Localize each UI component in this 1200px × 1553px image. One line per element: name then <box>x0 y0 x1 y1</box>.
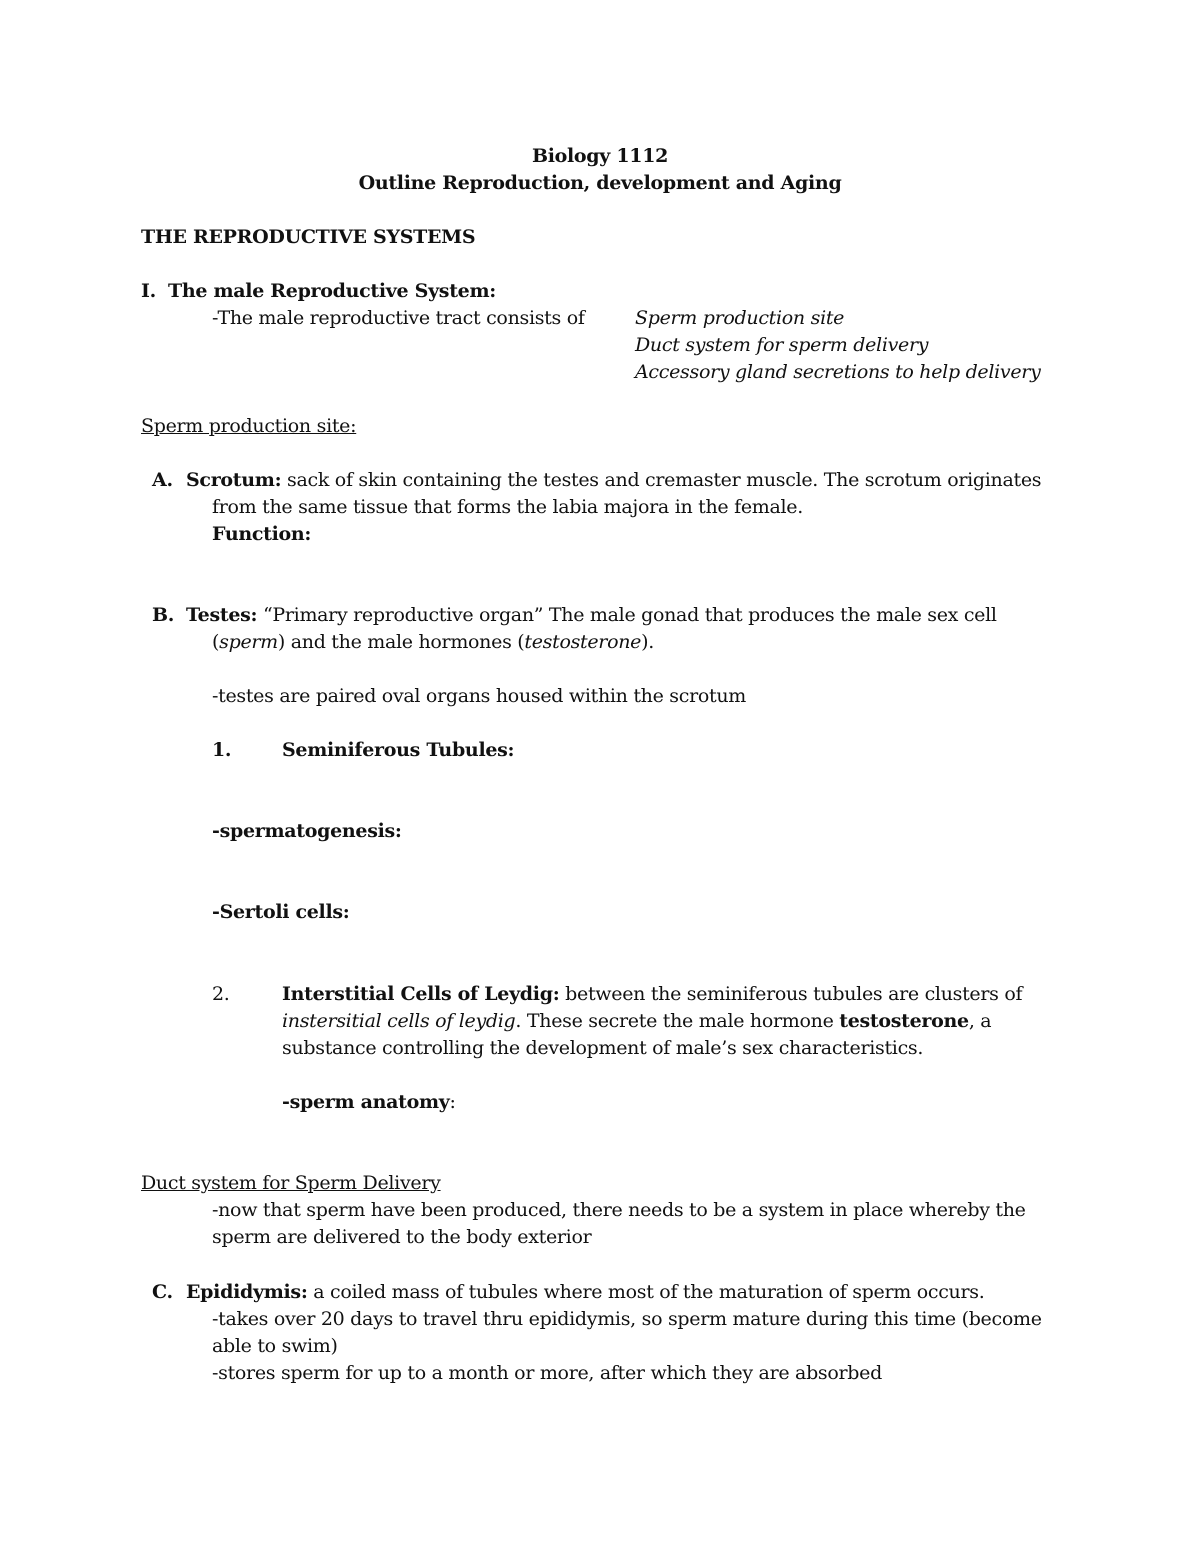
document-title: Biology 1112 <box>531 145 669 167</box>
component-item: Accessory gland secretions to help delivery <box>635 361 1041 383</box>
section-heading: THE REPRODUCTIVE SYSTEMS <box>141 226 476 248</box>
subitem-title: Interstitial Cells of Leydig: <box>282 983 560 1005</box>
term: Epididymis: <box>186 1281 308 1303</box>
emphasis: testosterone <box>524 631 642 653</box>
subitem-number: 2. <box>212 983 230 1005</box>
component-item: Duct system for sperm delivery <box>635 334 929 356</box>
spermatogenesis-label: -spermatogenesis: <box>212 820 402 842</box>
epididymis-line-1: Epididymis: a coiled mass of tubules where most of the maturation of sperm occurs. <box>186 1281 985 1303</box>
emphasis: instersitial cells of leydig <box>282 1010 516 1032</box>
subitem-number: 1. <box>212 739 232 761</box>
testes-line-1 <box>186 602 997 629</box>
item-letter: C. <box>152 1281 173 1303</box>
sertoli-label: -Sertoli cells: <box>212 901 350 923</box>
scrotum-line-1 <box>186 467 1041 494</box>
leydig-line-2: instersitial cells of leydig. These secrete the male hormone testosterone, a <box>282 1010 992 1032</box>
testes-line-2: (sperm) and the male hormones (testosterone). <box>212 631 654 653</box>
subitem-title: Seminiferous Tubules: <box>282 739 515 761</box>
scrotum-line-2: from the same tissue that forms the labia majora in the female. <box>212 496 803 518</box>
definition-text: sack of skin containing the testes and cremaster muscle. The scrotum originates <box>287 469 1042 491</box>
epididymis-line-2: -takes over 20 days to travel thru epididymis, so sperm mature during this time (become <box>212 1308 1042 1330</box>
document-subtitle: Outline Reproduction, development and Aging <box>358 172 842 194</box>
sperm-anatomy-label: -sperm anatomy: <box>282 1091 456 1113</box>
duct-line-2: sperm are delivered to the body exterior <box>212 1226 592 1248</box>
epididymis-line-4: -stores sperm for up to a month or more, after which they are absorbed <box>212 1362 882 1384</box>
definition-text: “Primary reproductive organ” The male gonad that produces the male sex cell <box>262 604 997 626</box>
duct-line-1: -now that sperm have been produced, there needs to be a system in place whereby the <box>212 1199 1026 1221</box>
emphasis: sperm <box>219 631 278 653</box>
testes-note: -testes are paired oval organs housed within the scrotum <box>212 685 746 707</box>
term: Scrotum: <box>186 469 282 491</box>
item-letter: A. <box>152 469 173 491</box>
emphasis-bold: testosterone <box>839 1010 969 1032</box>
component-item: Sperm production site <box>635 307 845 329</box>
epididymis-line-3: able to swim) <box>212 1335 338 1357</box>
leydig-line-3: substance controlling the development of male’s sex characteristics. <box>282 1037 924 1059</box>
subsection-heading: Duct system for Sperm Delivery <box>141 1172 441 1194</box>
part-intro: -The male reproductive tract consists of <box>212 307 585 329</box>
leydig-line-1: Interstitial Cells of Leydig: between the seminiferous tubules are clusters of <box>282 983 1023 1005</box>
function-label: Function: <box>212 523 312 545</box>
term: Testes: <box>186 604 258 626</box>
part-number: I. <box>141 280 156 302</box>
subsection-heading: Sperm production site: <box>141 415 357 437</box>
item-letter: B. <box>152 604 175 626</box>
part-title: The male Reproductive System: <box>168 280 496 302</box>
